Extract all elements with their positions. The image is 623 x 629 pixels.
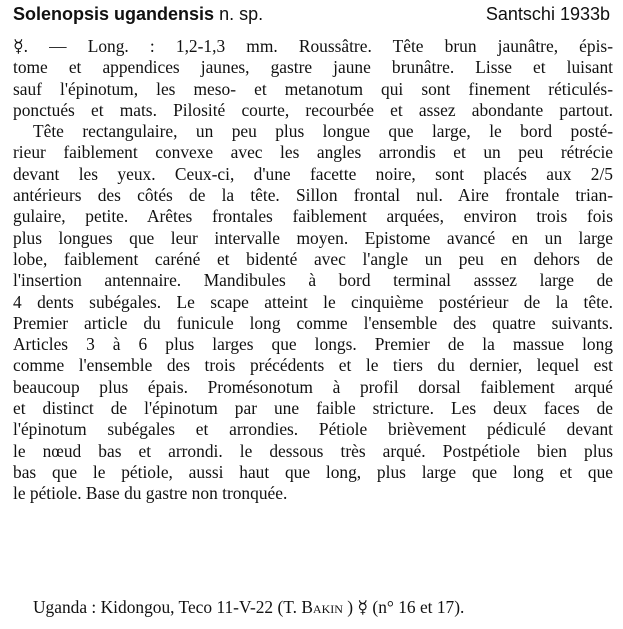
description-line: devant les yeux. Ceux-ci, d'une facette noire, sont placés aux 2/5 — [13, 163, 613, 184]
description-line: lobe, faiblement caréné et bidenté avec l'angle un peu en dehors de — [13, 248, 613, 269]
species-status: n. sp. — [219, 4, 264, 24]
description-line: tome et appendices jaunes, gastre jaune brunâtre. Lisse et luisant — [13, 57, 613, 78]
description-line: comme l'ensemble des trois précédents et le tiers du dernier, lequel est — [13, 355, 613, 376]
description-line: le pétiole. Base du gastre non tronquée. — [13, 483, 288, 504]
description-line: antérieurs des côtés de la tête. Sillon frontal nul. Aire frontale trian- — [13, 185, 613, 206]
description-line: le nœud bas et arrondi. le dessous très arqué. Postpétiole bien plus — [13, 440, 613, 461]
species-heading — [13, 4, 263, 25]
description-line: l'insertion antennaire. Mandibules à bord terminal asssez large de — [13, 270, 613, 291]
description-line: Tête rectangulaire, un peu plus longue que large, le bord posté- — [33, 121, 613, 142]
locality-specimens: ) ☿ (n° 16 et 17). — [347, 597, 465, 617]
description-line: Articles 3 à 6 plus larges que longs. Premier de la massue long — [13, 334, 613, 355]
description-line: et distinct de l'épinotum par une faible stricture. Les deux faces de — [13, 398, 613, 419]
collector-name: Bakin — [301, 597, 343, 617]
description-line: ponctués et mats. Pilosité courte, recourbée et assez abondante partout. — [13, 99, 613, 120]
citation: Santschi 1933b — [485, 4, 610, 24]
description-line: l'épinotum subégales et arrondies. Pétiole brièvement pédiculé devant — [13, 419, 613, 440]
description-line: beaucoup plus épais. Promésonotum à profil dorsal faiblement arqué — [13, 376, 613, 397]
species-name: Solenopsis ugandensis — [13, 4, 215, 24]
description-line: bas que le pétiole, aussi haut que long, plus large que long et que — [13, 461, 613, 482]
locality-line — [33, 597, 611, 618]
description-line: plus longues que leur intervalle moyen. Epistome avancé en un large — [13, 227, 613, 248]
description-line: rieur faiblement convexe avec les angles arrondis et un peu rétrécie — [13, 142, 613, 163]
description-line: ☿. — Long. : 1,2-1,3 mm. Roussâtre. Tête brun jaunâtre, épis- — [13, 36, 613, 56]
description-body — [13, 36, 613, 505]
locality-text: Uganda : Kidongou, Teco 11-V-22 (T. — [33, 597, 297, 617]
description-line: sauf l'épinotum, les meso- et metanotum qui sont finement réticulés- — [13, 78, 613, 99]
description-line: gulaire, petite. Arêtes frontales faiblement arquées, environ trois fois — [13, 206, 613, 227]
species-header — [13, 4, 610, 32]
description-line: Premier article du funicule long comme l'ensemble des quatre suivants. — [13, 312, 613, 333]
description-line: 4 dents subégales. Le scape atteint le cinquième postérieur de la tête. — [13, 291, 613, 312]
